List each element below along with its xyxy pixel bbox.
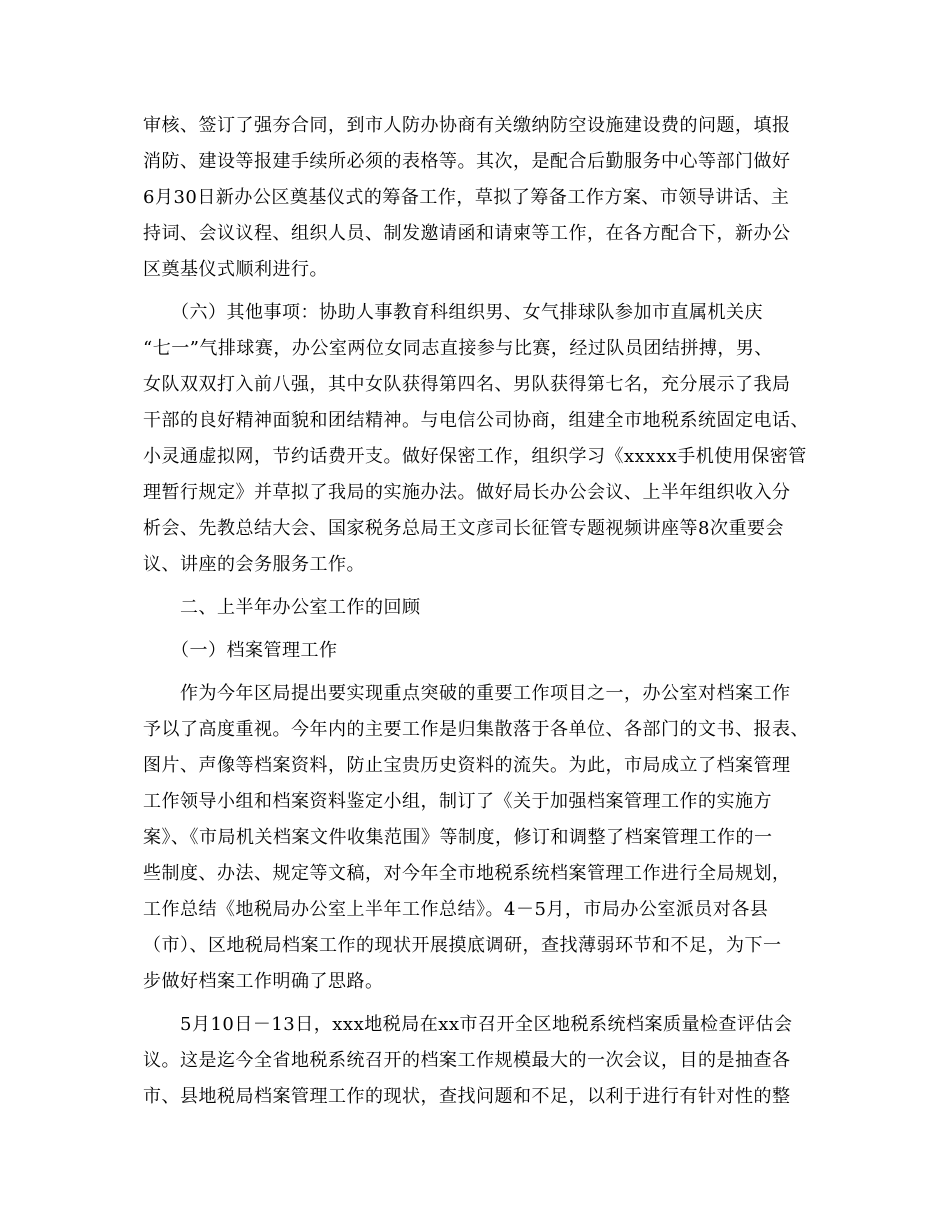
paragraph [143,295,813,583]
text-line: 析会、先教总结大会、国家税务总局王文彦司长征管专题视频讲座等8次重要会 [143,518,784,539]
text-line: 理暂行规定》并草拟了我局的实施办法。做好局长办公会议、上半年组织收入分 [143,482,791,503]
text-line: 工作领导小组和档案资料鉴定小组，制订了《关于加强档案管理工作的实施方 [143,791,772,812]
text-line: 审核、签订了强夯合同，到市人防办协商有关缴纳防空设施建设费的问题，填报 [143,115,791,136]
paragraph [143,1007,813,1115]
text-line: 图片、声像等档案资料，防止宝贵历史资料的流失。为此，市局成立了档案管理 [143,755,791,776]
text-line: 议、讲座的会务服务工作。 [143,554,365,575]
text-line: 小灵通虚拟网，节约话费开支。做好保密工作，组织学习《xxxxx手机使用保密管 [143,446,807,467]
text-line: 些制度、办法、规定等文稿，对今年全市地税系统档案管理工作进行全局规划， [143,863,791,884]
paragraph [143,590,813,626]
paragraph [143,676,813,1000]
text-line: 市、县地税局档案管理工作的现状，查找问题和不足，以利于进行有针对性的整 [143,1086,791,1107]
text-line: （六）其他事项：协助人事教育科组织男、女气排球队参加市直属机关庆 [143,302,763,323]
paragraph-gap [143,626,813,633]
text-line: 6月30日新办公区奠基仪式的筹备工作，草拟了筹备工作方案、市领导讲话、主 [143,187,790,208]
text-line: 二、上半年办公室工作的回顾 [143,597,421,618]
text-line: 步做好档案工作明确了思路。 [143,971,384,992]
paragraph-gap [143,288,813,295]
text-line: 工作总结《地税局办公室上半年工作总结》。4－5月，市局办公室派员对各县 [143,899,769,920]
paragraph [143,633,813,669]
paragraph-gap [143,583,813,590]
text-line: 持词、会议议程、组织人员、制发邀请函和请柬等工作，在各方配合下，新办公 [143,223,791,244]
text-line: 予以了高度重视。今年内的主要工作是归集散落于各单位、各部门的文书、报表、 [143,719,809,740]
paragraph-gap [143,1000,813,1007]
text-line: 干部的良好精神面貌和团结精神。与电信公司协商，组建全市地税系统固定电话、 [143,410,809,431]
text-line: 消防、建设等报建手续所必须的表格等。其次，是配合后勤服务中心等部门做好 [143,151,791,172]
text-line: “七一”气排球赛，办公室两位女同志直接参与比赛，经过队员团结拼搏，男、 [143,338,773,359]
text-line: 区奠基仪式顺利进行。 [143,259,328,280]
paragraph-gap [143,669,813,676]
text-line: （一）档案管理工作 [143,640,338,661]
text-line: 作为今年区局提出要实现重点突破的重要工作项目之一，办公室对档案工作 [143,683,791,704]
text-line: 议。这是迄今全省地税系统召开的档案工作规模最大的一次会议，目的是抽查各 [143,1050,791,1071]
document-body [143,108,813,1115]
paragraph [143,108,813,288]
text-line: 案》、《市局机关档案文件收集范围》等制度，修订和调整了档案管理工作的一 [143,827,773,848]
text-line: 5月10日－13日，xxx地税局在xx市召开全区地税系统档案质量检查评估会 [143,1014,793,1035]
text-line: （市）、区地税局档案工作的现状开展摸底调研，查找薄弱环节和不足，为下一 [143,935,782,956]
text-line: 女队双双打入前八强，其中女队获得第四名、男队获得第七名，充分展示了我局 [143,374,791,395]
